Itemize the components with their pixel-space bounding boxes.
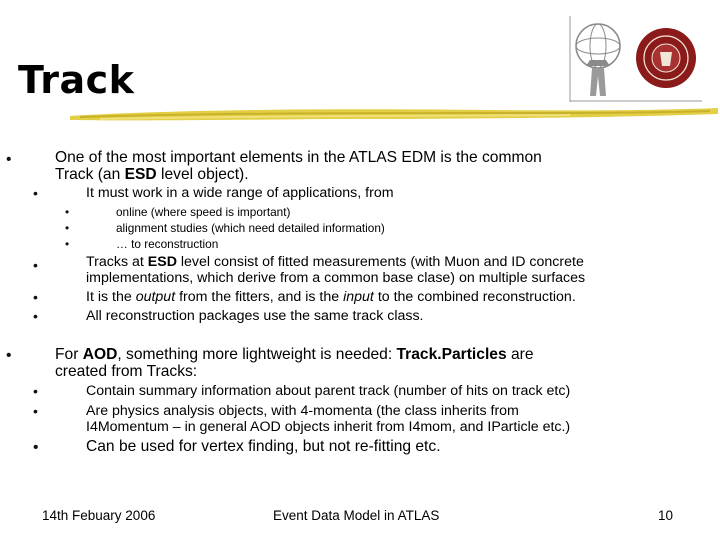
bullet-2-2: Are physics analysis objects, with 4-momenta (the class inherits from I4Momentum – in general AOD objects inherit from I4mom, and IParticle etc.) (86, 403, 571, 435)
bullet-1: One of the most important elements in the ATLAS EDM is the common Track (an ESD level object). (55, 149, 542, 183)
bullet-icon: • (65, 237, 70, 251)
bullet-1-1: It must work in a wide range of applications, from (86, 185, 394, 201)
bullet-1-1-2: alignment studies (which need detailed information) (116, 221, 385, 235)
logos (568, 16, 704, 102)
umass-seal (636, 28, 696, 88)
page-number: 10 (658, 508, 674, 523)
bullet-1-3: It is the output from the fitters, and is the input to the combined reconstruction. (86, 289, 576, 305)
bullet-1-2: Tracks at ESD level consist of fitted measurements (with Muon and ID concrete implementations, which derive from a common base clase) on multiple surfaces (86, 254, 586, 286)
bullet-1-4: All reconstruction packages use the same track class. (86, 308, 424, 324)
bullet-2-1: Contain summary information about parent track (number of hits on track etc) (86, 383, 571, 399)
bullet-1-1-1: online (where speed is important) (116, 205, 291, 219)
bullet-icon: • (33, 186, 38, 202)
slide-title: Track (18, 58, 135, 102)
bullet-icon: • (65, 221, 70, 235)
atlas-logo (576, 24, 620, 96)
bullet-icon: • (6, 151, 12, 168)
bullet-1-1-3: … to reconstruction (116, 237, 219, 251)
bullet-icon: • (33, 258, 38, 274)
bullet-icon: • (33, 439, 39, 456)
title-underline (70, 104, 720, 126)
bullet-icon: • (33, 290, 38, 306)
footer-title: Event Data Model in ATLAS (273, 508, 440, 523)
bullet-2: For AOD, something more lightweight is needed: Track.Particles are created from Tracks: (55, 346, 534, 380)
bullet-icon: • (33, 384, 38, 400)
bullet-2-3: Can be used for vertex finding, but not re-fitting etc. (86, 438, 441, 455)
bullet-icon: • (33, 309, 38, 325)
footer-date: 14th Febuary 2006 (42, 508, 156, 523)
bullet-icon: • (33, 404, 38, 420)
bullet-icon: • (65, 205, 70, 219)
bullet-icon: • (6, 347, 12, 364)
